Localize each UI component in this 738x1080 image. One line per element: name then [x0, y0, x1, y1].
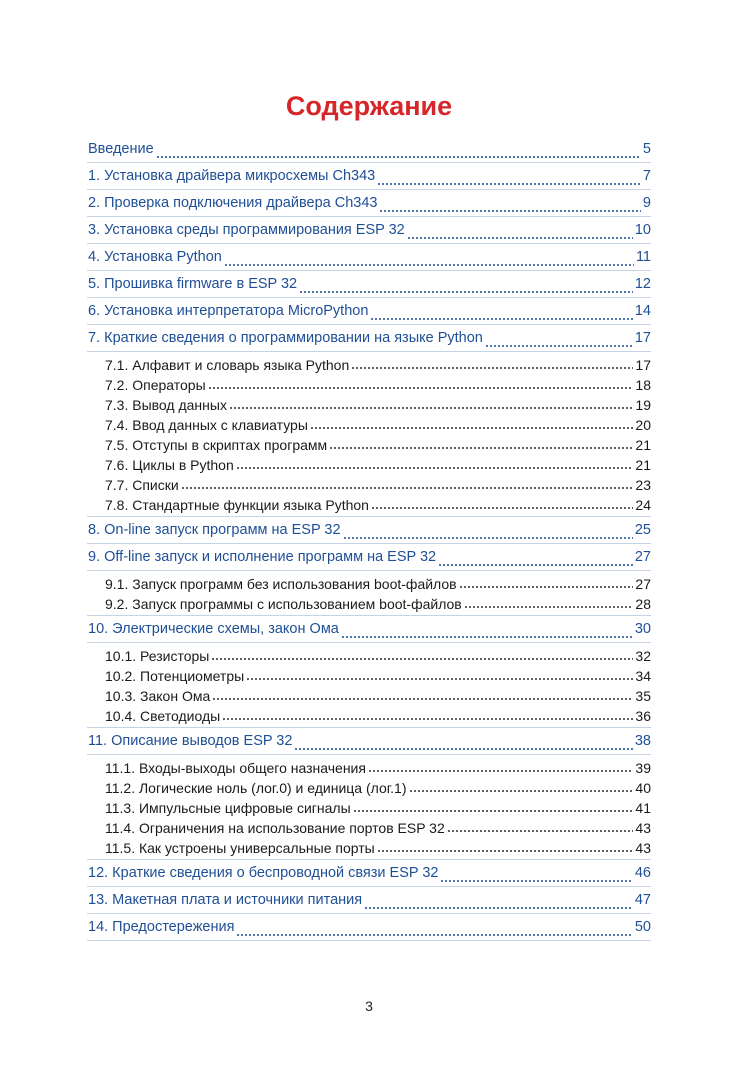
toc-entry-page: 35: [635, 688, 651, 704]
toc-entry-title: 7.7. Списки: [105, 477, 179, 493]
toc-entry-title: 14. Предостережения: [88, 919, 235, 935]
toc-subentry[interactable]: [87, 435, 651, 455]
toc-entry-title: 11.2. Логические ноль (лог.0) и единица (лог.1): [105, 780, 407, 796]
toc-entry-page: 23: [635, 477, 651, 493]
toc-entry[interactable]: [87, 136, 651, 163]
toc-subentry[interactable]: [87, 455, 651, 475]
toc-entry-page: 32: [635, 648, 651, 664]
toc-entry-page: 21: [635, 457, 651, 473]
toc-entry[interactable]: [87, 163, 651, 190]
toc-subentry[interactable]: [87, 646, 651, 666]
dot-leader: [294, 739, 632, 751]
dot-leader: [464, 597, 634, 609]
toc-entry-title: 11.1. Входы-выходы общего назначения: [105, 760, 366, 776]
dot-leader: [407, 228, 633, 240]
toc-subentry[interactable]: [87, 818, 651, 838]
toc-entry-title: 7.5. Отступы в скриптах программ: [105, 437, 328, 453]
dot-leader: [236, 458, 634, 470]
toc-subentry[interactable]: [87, 574, 651, 594]
toc-entry[interactable]: [87, 517, 651, 544]
dot-leader: [208, 378, 634, 390]
toc-entry-page: 34: [635, 668, 651, 684]
toc-entry[interactable]: [87, 298, 651, 325]
toc-entry-title: 7.2. Операторы: [105, 377, 206, 393]
toc-subentry[interactable]: [87, 838, 651, 858]
toc-entry-page: 50: [634, 919, 651, 935]
dot-leader: [459, 577, 634, 589]
toc-entry[interactable]: [87, 544, 651, 571]
toc-entry-title: 3. Установка среды программирования ESP 32: [88, 222, 405, 238]
toc-entry-page: 21: [635, 437, 651, 453]
page-title: Содержание: [285, 91, 453, 121]
toc-entry-title: 9.1. Запуск программ без использования boot-файлов: [105, 576, 457, 592]
toc-entry-page: 12: [634, 276, 651, 292]
dot-leader: [371, 498, 633, 510]
toc-subentry[interactable]: [87, 686, 651, 706]
toc-entry-title: 7.3. Вывод данных: [105, 397, 227, 413]
toc-subsection-group: [87, 755, 651, 860]
dot-leader: [341, 627, 633, 639]
toc-entry-title: 4. Установка Python: [88, 249, 222, 265]
dot-leader: [299, 282, 633, 294]
toc-entry-page: 41: [635, 800, 651, 816]
dot-leader: [181, 478, 634, 490]
toc-entry-title: 8. On-line запуск программ на ESP 32: [88, 522, 341, 538]
toc-subentry[interactable]: [87, 395, 651, 415]
toc-subentry[interactable]: [87, 375, 651, 395]
toc-subentry[interactable]: [87, 475, 651, 495]
toc-subentry[interactable]: [87, 415, 651, 435]
toc-entry-page: 39: [635, 760, 651, 776]
toc-entry-page: 14: [634, 303, 651, 319]
toc-entry[interactable]: [87, 244, 651, 271]
toc-entry[interactable]: [87, 325, 651, 352]
toc-entry[interactable]: [87, 616, 651, 643]
dot-leader: [229, 398, 633, 410]
toc-entry-title: 13. Макетная плата и источники питания: [88, 892, 363, 908]
dot-leader: [377, 174, 641, 186]
toc-entry-title: 7. Краткие сведения о программировании на языке Python: [88, 330, 483, 346]
dot-leader: [485, 336, 633, 348]
toc-entry-title: 11.3. Импульсные цифровые сигналы: [105, 800, 351, 816]
toc-subentry[interactable]: [87, 355, 651, 375]
dot-leader: [343, 528, 633, 540]
dot-leader: [224, 255, 634, 267]
dot-leader: [409, 781, 634, 793]
toc-entry[interactable]: [87, 887, 651, 914]
toc-entry[interactable]: [87, 271, 651, 298]
toc-entry-page: 10: [634, 222, 651, 238]
toc-entry-title: 7.1. Алфавит и словарь языка Python: [105, 357, 350, 373]
toc-entry-title: 5. Прошивка firmware в ESP 32: [88, 276, 298, 292]
toc-entry-page: 20: [635, 417, 651, 433]
toc-entry-page: 9: [642, 195, 651, 211]
toc-entry-title: Введение: [88, 141, 154, 157]
toc-entry-page: 25: [634, 522, 651, 538]
toc-subsection-group: [87, 643, 651, 728]
toc-subentry[interactable]: [87, 798, 651, 818]
toc-entry-page: 24: [635, 497, 651, 513]
dot-leader: [438, 555, 633, 567]
toc-entry[interactable]: [87, 860, 651, 887]
toc-entry-title: 2. Проверка подключения драйвера Ch343: [88, 195, 378, 211]
dot-leader: [351, 358, 633, 370]
toc-entry-page: 17: [634, 330, 651, 346]
toc-entry[interactable]: [87, 217, 651, 244]
toc-entry-title: 12. Краткие сведения о беспроводной связи ESP 32: [88, 865, 439, 881]
toc-entry-title: 10.4. Светодиоды: [105, 708, 221, 724]
toc-entry-page: 18: [635, 377, 651, 393]
toc-entry-title: 7.4. Ввод данных с клавиатуры: [105, 417, 308, 433]
toc-entry-page: 5: [642, 141, 651, 157]
dot-leader: [377, 841, 634, 853]
toc-entry-title: 7.6. Циклы в Python: [105, 457, 234, 473]
toc-subentry[interactable]: [87, 594, 651, 614]
toc-entry-page: 11: [635, 249, 651, 265]
dot-leader: [353, 801, 634, 813]
toc-entry-page: 28: [635, 596, 651, 612]
toc-subsection-group: [87, 571, 651, 616]
toc-entry-title: 10.2. Потенциометры: [105, 668, 245, 684]
toc-entry-page: 19: [635, 397, 651, 413]
dot-leader: [310, 418, 634, 430]
dot-leader: [211, 649, 633, 661]
toc-entry-page: 27: [635, 576, 651, 592]
dot-leader: [370, 309, 632, 321]
dot-leader: [236, 925, 632, 937]
toc-entry-page: 38: [634, 733, 651, 749]
dot-leader: [368, 761, 633, 773]
dot-leader: [329, 438, 633, 450]
toc-entry[interactable]: [87, 190, 651, 217]
toc-entry[interactable]: [87, 914, 651, 941]
toc-entry-title: 1. Установка драйвера микросхемы Ch343: [88, 168, 376, 184]
toc-subentry[interactable]: [87, 706, 651, 726]
toc-entry-page: 30: [634, 621, 651, 637]
toc-entry-page: 47: [634, 892, 651, 908]
toc-entry-page: 40: [635, 780, 651, 796]
toc-entry-page: 43: [635, 840, 651, 856]
toc-entry-title: 7.8. Стандартные функции языка Python: [105, 497, 369, 513]
table-of-contents: [87, 136, 651, 941]
toc-subentry[interactable]: [87, 666, 651, 686]
toc-entry-page: 36: [635, 708, 651, 724]
dot-leader: [222, 709, 633, 721]
dot-leader: [212, 689, 633, 701]
toc-entry-page: 27: [634, 549, 651, 565]
toc-entry[interactable]: [87, 728, 651, 755]
dot-leader: [440, 871, 632, 883]
toc-entry-title: 10. Электрические схемы, закон Ома: [88, 621, 339, 637]
toc-entry-page: 7: [642, 168, 651, 184]
toc-subsection-group: [87, 352, 651, 517]
toc-subentry[interactable]: [87, 495, 651, 515]
toc-entry-page: 46: [634, 865, 651, 881]
toc-subentry[interactable]: [87, 758, 651, 778]
toc-entry-title: 6. Установка интерпретатора MicroPython: [88, 303, 369, 319]
toc-entry-title: 10.3. Закон Ома: [105, 688, 211, 704]
dot-leader: [447, 821, 634, 833]
toc-entry-title: 10.1. Резисторы: [105, 648, 210, 664]
toc-subentry[interactable]: [87, 778, 651, 798]
dot-leader: [246, 669, 633, 681]
dot-leader: [156, 147, 641, 159]
dot-leader: [379, 201, 640, 213]
toc-entry-title: 11.4. Ограничения на использование портов ESP 32: [105, 820, 445, 836]
toc-entry-title: 9.2. Запуск программы с использованием boot-файлов: [105, 596, 462, 612]
toc-entry-title: 11. Описание выводов ESP 32: [88, 733, 293, 749]
toc-entry-title: 11.5. Как устроены универсальные порты: [105, 840, 375, 856]
toc-entry-title: 9. Off-line запуск и исполнение программ на ESP 32: [88, 549, 437, 565]
dot-leader: [364, 898, 633, 910]
toc-entry-page: 17: [635, 357, 651, 373]
toc-entry-page: 43: [635, 820, 651, 836]
page-number: 3: [365, 998, 373, 1014]
